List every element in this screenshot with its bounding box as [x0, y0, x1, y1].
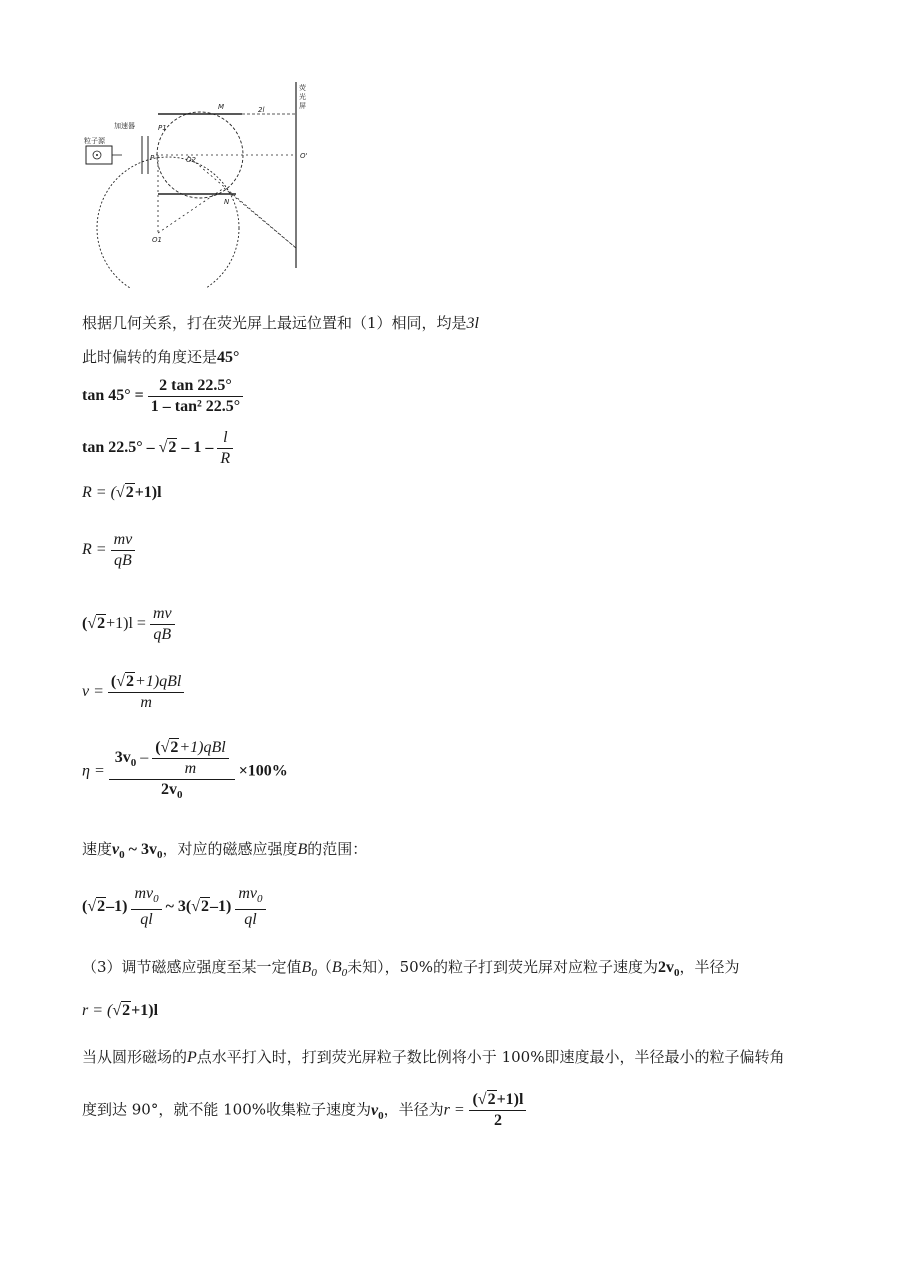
label-2l: 2l — [258, 106, 265, 114]
equation-tan225: tan 22.5° – √2 – 1 – $\frac{l}{R}$ — [82, 428, 233, 469]
particle-source-box — [86, 146, 112, 164]
equation-R1: R = (√2+1)l — [82, 484, 162, 501]
text-paragraph-2: 度到达 90°，就不能 100%收集粒子速度为$v_0$，半径为r = $\frac{(√2+1)l}{2}$ — [82, 1090, 526, 1131]
text-paragraph-1: 当从圆形磁场的P点水平打入时，打到荧光屏粒子数比例将小于 100%即速度最小，半径最小的粒子偏转角 — [82, 1048, 785, 1066]
label-M: M — [218, 103, 225, 111]
label-O2: O2 — [186, 156, 196, 164]
label-P: P — [150, 154, 155, 162]
accelerator-label: 加速器 — [114, 122, 135, 130]
equation-R3: (√2+1)l = $\frac{mv}{qB}$ — [82, 604, 175, 645]
label-O-prime: O' — [300, 152, 308, 160]
physics-diagram — [82, 78, 322, 288]
screen-label-1: 荧 — [299, 84, 306, 92]
equation-r: r = (√2+1)l — [82, 1002, 159, 1019]
magnetic-field-diagram-svg — [82, 78, 322, 288]
small-circle — [157, 112, 243, 198]
text-part-3: （3）调节磁感应强度至某一定值$B_0(B_0$未知），50%的粒子打到荧光屏对应粒子速度为$2v_0$，半径为 — [82, 958, 740, 980]
equation-v: v = $\frac{\text{(√2+1)qBl}}{m}$ — [82, 672, 184, 713]
label-N: N — [224, 198, 230, 206]
particle-source-label: 粒子源 — [84, 137, 105, 145]
equation-eta: η = $3v_0$ – $\frac{\text{(√2+1)qBl}}{m}$ $2v_0$ ×100% — [82, 739, 288, 802]
text-speed-range: 速度$v_0$ ~ $3v_0$，对应的磁感应强度B的范围： — [82, 840, 368, 862]
label-O1: O1 — [152, 236, 162, 244]
radius-to-N — [158, 188, 224, 233]
trajectory-dashed-2 — [224, 188, 296, 248]
screen-label-2: 光 — [299, 93, 306, 101]
label-P1: P1 — [158, 124, 167, 132]
equation-R2: R = $\frac{mv}{qB}$ — [82, 530, 135, 571]
text-line-1: 根据几何关系，打在荧光屏上最远位置和（1）相同，均是3l — [82, 314, 479, 332]
text-line-2: 此时偏转的角度还是45° — [82, 348, 240, 366]
large-circle — [97, 157, 239, 288]
trajectory-dashed-1 — [188, 156, 296, 248]
screen-label-3: 屏 — [299, 102, 306, 110]
equation-tan45: tan 45° = $\frac{2 \tan 22.5^\circ}{\text{1 – tan² 22.5°}}$ — [82, 376, 243, 417]
equation-B-range: (√2–1) $\frac{mv_0}{ql}$ ~ 3(√2–1) $\frac{mv_0}{ql}$ — [82, 884, 266, 930]
